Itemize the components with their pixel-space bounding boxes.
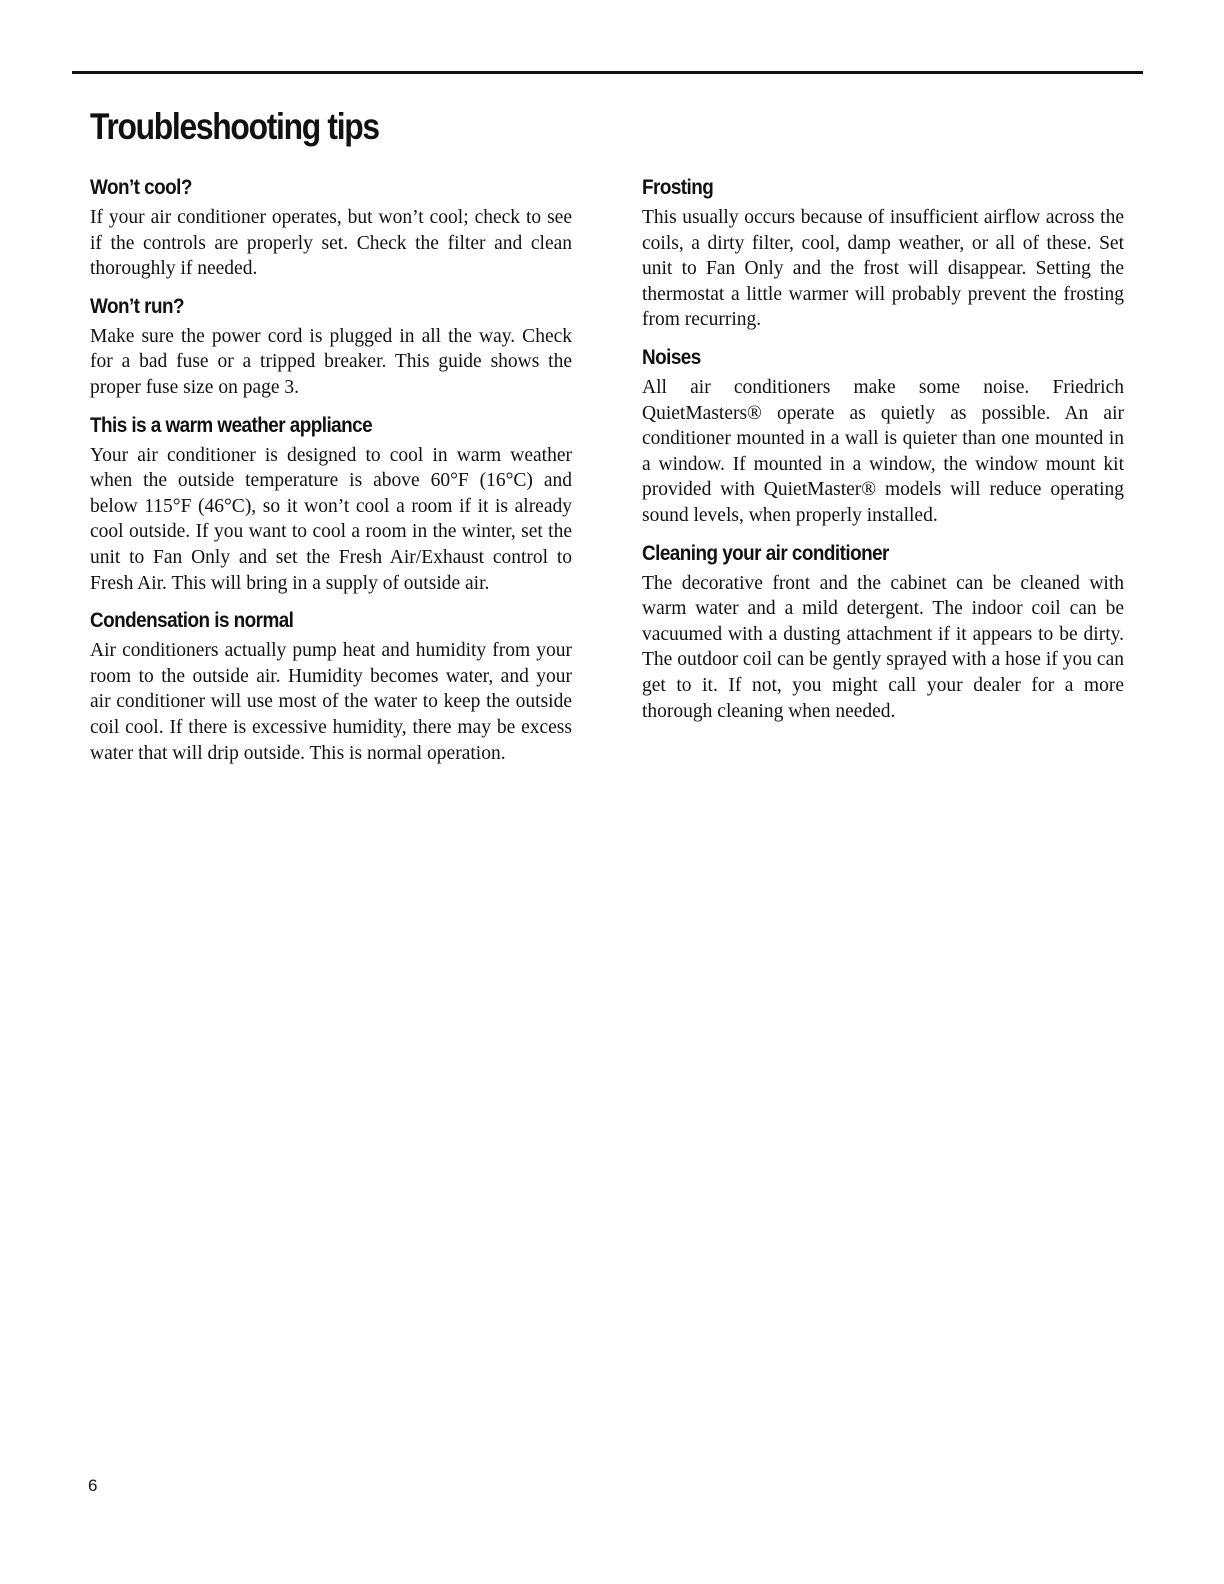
section-body: All air conditioners make some noise. Friedrich QuietMasters® operate as quietly as possible. An air conditioner mounted in a wall is quieter than one mounted in a window. If mounted in a window, the window mount kit provided with QuietMaster® models will reduce operating sound levels, when properly installed. bbox=[642, 376, 1124, 526]
section-heading: Condensation is normal bbox=[90, 609, 294, 633]
page-number: 6 bbox=[88, 1476, 98, 1495]
section-heading: Won’t cool? bbox=[90, 176, 192, 199]
section-cleaning bbox=[642, 540, 1124, 725]
section-heading: This is a warm weather appliance bbox=[90, 413, 373, 437]
section-condensation bbox=[90, 607, 572, 766]
section-wont-run bbox=[90, 293, 572, 401]
section-frosting bbox=[642, 174, 1124, 333]
section-body: Your air conditioner is designed to cool in warm weather when the outside temperature is above 60°F (16°C) and below 115°F (46°C), so it won’t cool a room if it is already cool outside. If you want to cool a room in the winter, set the unit to Fan Only and set the Fresh Air/Exhaust control to Fresh Air. This will bring in a supply of outside air. bbox=[90, 444, 572, 594]
section-warm-weather bbox=[90, 412, 572, 597]
left-column bbox=[90, 174, 572, 777]
section-body: Air conditioners actually pump heat and humidity from your room to the outside air. Humidity becomes water, and your air conditioner will use most of the water to keep the outside coil cool. If there is excessive humidity, there may be excess water that will drip outside. This is normal operation. bbox=[90, 640, 572, 764]
section-body: The decorative front and the cabinet can be cleaned with warm water and a mild detergent. The indoor coil can be vacuumed with a dusting attachment if it appears to be dirty. The outdoor coil can be gently sprayed with a hose if you can get to it. If not, you might call your dealer for a more thorough cleaning when needed. bbox=[642, 572, 1124, 722]
section-heading: Noises bbox=[642, 345, 701, 369]
right-column bbox=[642, 174, 1124, 735]
section-heading: Frosting bbox=[642, 176, 714, 199]
section-wont-cool bbox=[90, 174, 572, 282]
section-body: Make sure the power cord is plugged in all the way. Check for a bad fuse or a tripped breaker. This guide shows the proper fuse size on page 3. bbox=[90, 325, 572, 398]
page-title: Troubleshooting tips bbox=[90, 106, 379, 147]
top-rule bbox=[72, 71, 1143, 74]
section-heading: Won’t run? bbox=[90, 294, 184, 318]
section-heading: Cleaning your air conditioner bbox=[642, 541, 889, 565]
section-body: This usually occurs because of insufficient airflow across the coils, a dirty filter, cool, damp weather, or all of these. Set unit to Fan Only and the frost will disappear. Setting the thermostat a little warmer will probably prevent the frosting from recurring. bbox=[642, 207, 1124, 331]
section-noises bbox=[642, 344, 1124, 529]
section-body: If your air conditioner operates, but won’t cool; check to see if the controls are properly set. Check the filter and clean thoroughly if needed. bbox=[90, 207, 572, 280]
